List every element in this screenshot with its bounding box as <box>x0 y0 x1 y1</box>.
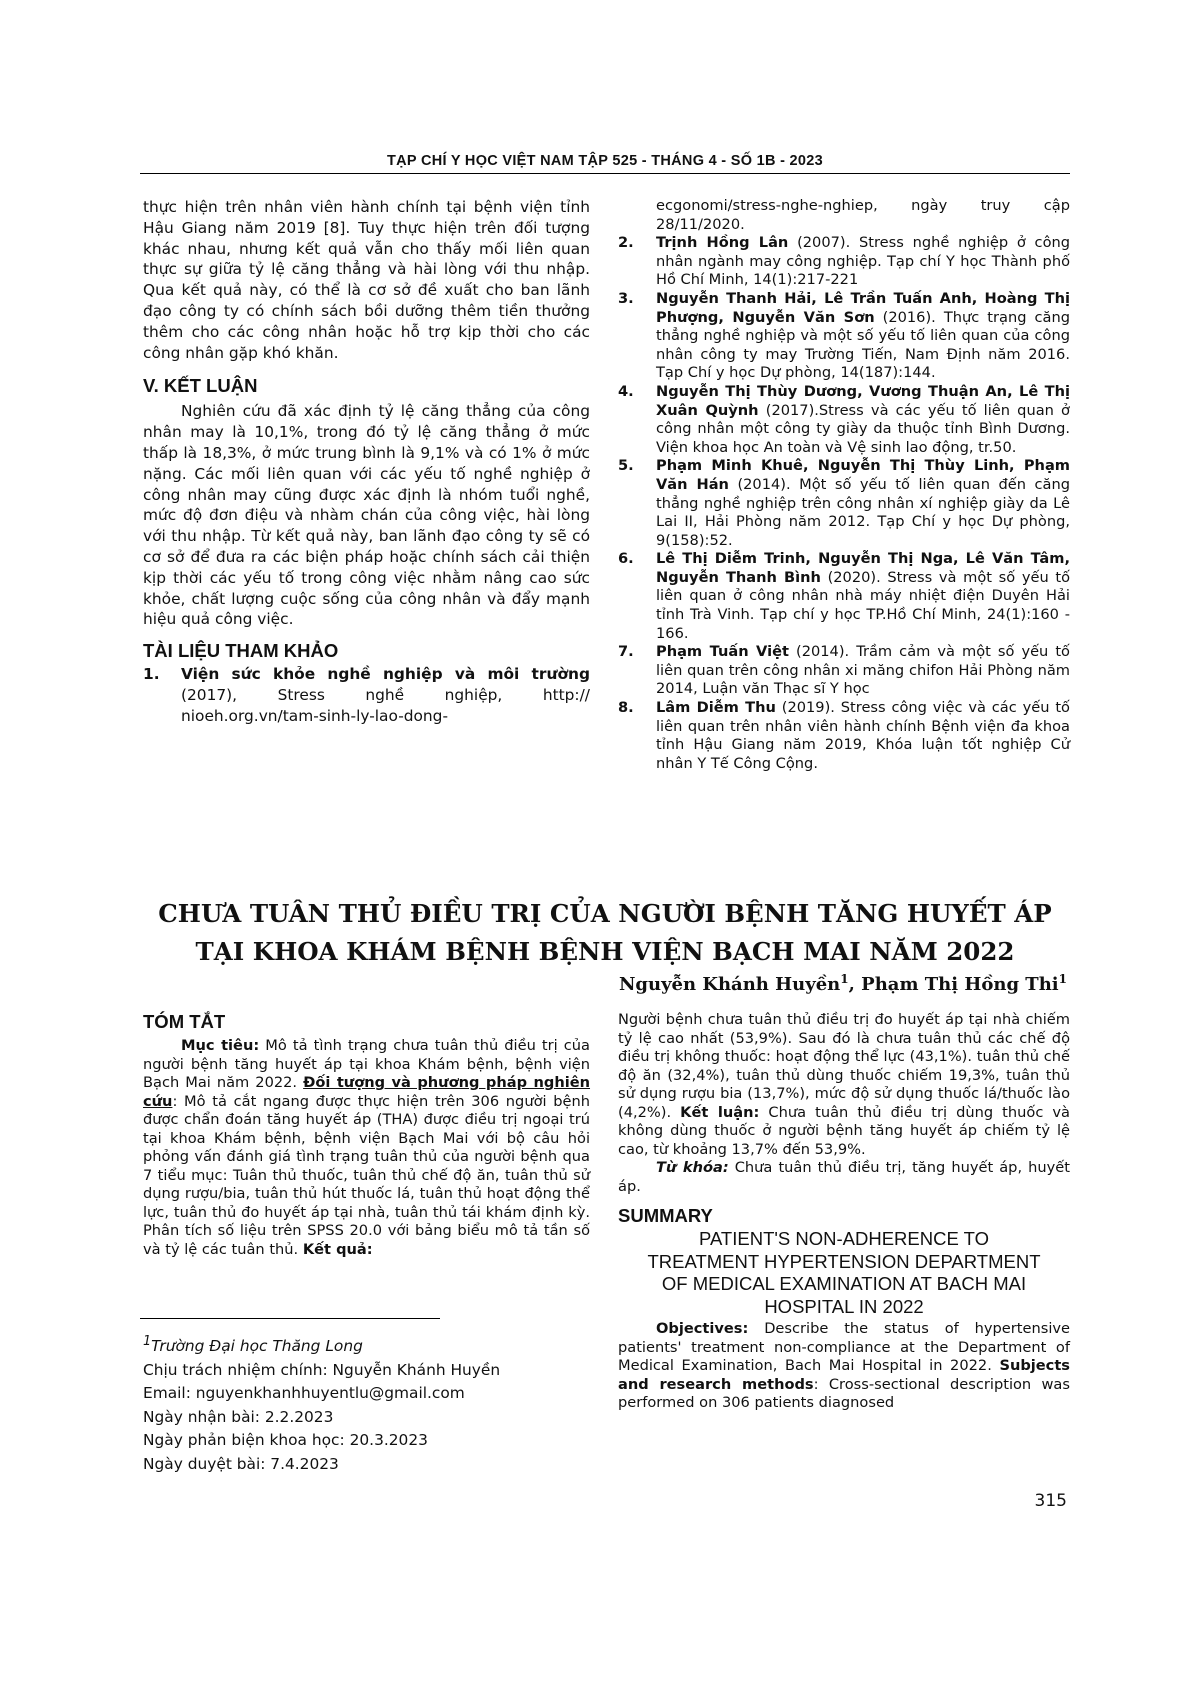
methods-text: : Mô tả cắt ngang được thực hiện trên 306 người bệnh được chẩn đoán tăng huyết áp (THA) được điều trị ngoại trú tại khoa Khám bệnh, bệnh viện Bạch Mai với bộ câu hỏi phỏng vấn đánh giá tình trạng tuân thủ của người bệnh qua 7 tiểu mục: Tuân thủ thuốc, tuân thủ chế độ ăn, tuân thủ sử dụng rượu/bia, tuân thủ hút thuốc lá, tuân thủ hoạt động thể lực, tuân thủ đo huyết áp tại nhà, tuân thủ tái khám định kỳ. Phân tích số liệu trên SPSS 20.0 với bảng biểu mô tả tần số và tỷ lệ các tuân thủ. <box>143 1092 590 1258</box>
left-top-column <box>143 197 590 727</box>
summary-title <box>618 1228 1070 1318</box>
reference-continuation: ecgonomi/stress-nghe-nghiep, ngày truy cập 28/11/2020. <box>656 197 1070 233</box>
results-paragraph <box>618 1011 1070 1159</box>
summary-paragraph <box>618 1320 1070 1413</box>
conclusion-text: Chưa tuân thủ điều trị dùng thuốc và không dùng thuốc ở người bệnh tăng huyết áp chiếm tỷ lệ cao, từ khoảng 13,7% đến 53,9%. <box>618 1103 1070 1158</box>
reference-item <box>618 290 1070 383</box>
reference-author: Nguyễn Thị Thùy Dương, Vương Thuận An, Lê Thị Xuân Quỳnh <box>656 382 1070 419</box>
right-top-column <box>618 197 1070 773</box>
reference-number: 4. <box>618 382 634 400</box>
reference-text: (2020). Stress và một số yếu tố liên quan ở công nhân nhà máy nhiệt điện Duyên Hải tỉnh Trà Vinh. Tạp chí y học TP.Hồ Chí Minh, 24(1):160 - 166. <box>656 568 1071 642</box>
reference-number: 7. <box>618 643 634 661</box>
corresponding-author: Chịu trách nhiệm chính: Nguyễn Khánh Huyền <box>143 1360 501 1379</box>
author-name: Phạm Thị Hồng Thi <box>861 974 1059 995</box>
abstract-heading: TÓM TẮT <box>143 1011 226 1032</box>
keywords-text: Chưa tuân thủ điều trị, tăng huyết áp, huyết áp. <box>618 1159 1070 1195</box>
title-line: TẠI KHOA KHÁM BỆNH BỆNH VIỆN BẠCH MAI NĂM 2022 <box>195 937 1015 966</box>
reference-number: 6. <box>618 550 634 568</box>
reference-item <box>618 234 1070 290</box>
summary-title-line: TREATMENT HYPERTENSION DEPARTMENT <box>647 1250 1041 1272</box>
reference-number: 3. <box>618 289 634 307</box>
objectives-text: Describe the status of hypertensive patients' treatment non-compliance at the Department of Medical Examination, Bach Mai Hospital in 2022. <box>618 1320 1070 1374</box>
reference-list-left <box>143 664 590 726</box>
discussion-paragraph: thực hiện trên nhân viên hành chính tại bệnh viện tỉnh Hậu Giang năm 2019 [8]. Tuy thực hiện trên đối tượng khác nhau, nhưng kết quả vẫn cho thấy mối liên quan thực sự giữa tỷ lệ căng thẳng và hài lòng với thu nhập. Qua kết quả này, có thể là cơ sở đề xuất cho ban lãnh đạo công ty có chính sách bồi dưỡng thêm tiền thưởng thêm cho các công nhân hoặc hỗ trợ kịp thời cho các công nhân gặp khó khăn. <box>143 198 590 362</box>
subjects-label: Subjects and research methods <box>618 1357 1070 1393</box>
summary-title-line: HOSPITAL IN 2022 <box>764 1295 924 1317</box>
email-line: Email: nguyenkhanhhuyentlu@gmail.com <box>143 1384 465 1403</box>
keywords-label: Từ khóa: <box>656 1159 729 1176</box>
conclusion-heading: V. KẾT LUẬN <box>143 375 258 397</box>
reference-text: (2007). Stress nghề nghiệp ở công nhân ngành may công nghiệp. Tạp chí Y học Thành phố Hồ Chí Minh, 14(1):217-221 <box>656 234 1071 289</box>
reference-author: Lâm Diễm Thu <box>656 699 776 717</box>
affiliation-mark: 1 <box>1058 972 1067 986</box>
reference-author: Nguyễn Thanh Hải, Lê Trần Tuấn Anh, Hoàng Thị Phượng, Nguyễn Văn Sơn <box>656 289 1070 326</box>
abstract-right-column <box>618 1011 1070 1413</box>
methods-label: Đối tượng và phương pháp nghiên cứu <box>143 1074 591 1110</box>
footnote-rule <box>140 1318 440 1319</box>
affiliation-mark: 1 <box>840 972 849 986</box>
author-name: Nguyễn Khánh Huyền <box>618 974 841 995</box>
article-title <box>140 895 1070 971</box>
reference-text: (2019). Stress công việc và các yếu tố liên quan trên nhân viên hành chính Bệnh viện đa khoa tỉnh Hậu Giang năm 2019, Khóa luận tốt nghiệp Cử nhân Y Tế Công Cộng. <box>656 699 1070 772</box>
objective-label: Mục tiêu: <box>181 1037 260 1054</box>
conclusion-paragraph: Nghiên cứu đã xác định tỷ lệ căng thẳng của công nhân may là 10,1%, trong đó tỷ lệ căng thẳng ở mức thấp là 18,3%, ở mức trung bình là 9,1% và có 1% ở mức nặng. Các mối liên quan với các yếu tố nghề nghiệp ở công nhân may cũng được xác định là nhóm tuổi nghề, mức độ đơn điệu và nhàm chán của công việc, hài lòng với thu nhập. Từ kết quả này, ban lãnh đạo công ty sẽ có cơ sở để đưa ra các biện pháp hoặc chính sách cải thiện kịp thời các yếu tố trong công việc nhằm nâng cao sức khỏe, chất lượng cuộc sống của công nhân và đẩy mạnh hiệu quả công việc. <box>143 402 590 629</box>
footnote <box>143 1330 500 1476</box>
summary-heading: SUMMARY <box>618 1205 713 1226</box>
reference-item <box>618 383 1070 457</box>
reference-text: (2017), Stress nghề nghiệp, http:// nioeh.org.vn/tam-sinh-ly-lao-dong- <box>181 685 590 725</box>
reference-author: Lê Thị Diễm Trinh, Nguyễn Thị Nga, Lê Văn Tâm, Nguyễn Thanh Bình <box>656 550 1070 586</box>
reference-number: 2. <box>618 234 634 252</box>
objectives-label: Objectives: <box>656 1320 749 1337</box>
references-heading: TÀI LIỆU THAM KHẢO <box>143 640 339 662</box>
reference-author: Phạm Tuấn Việt <box>656 643 789 661</box>
received-date: Ngày nhận bài: 2.2.2023 <box>143 1407 334 1426</box>
header-rule <box>140 173 1070 174</box>
summary-title-line: PATIENT'S NON-ADHERENCE TO <box>699 1228 989 1249</box>
reference-text: (2016). Thực trạng căng thẳng nghề nghiệp và một số yếu tố liên quan của công nhân công ty may Trường Tiến, Nam Định năm 2016. Tạp Chí y học Dự phòng, 14(187):144. <box>656 308 1070 382</box>
summary-title-line: OF MEDICAL EXAMINATION AT BACH MAI <box>661 1273 1027 1294</box>
author-line <box>619 972 1067 995</box>
reference-item <box>618 699 1070 773</box>
results-text: Người bệnh chưa tuân thủ điều trị đo huyết áp tại nhà chiếm tỷ lệ cao nhất (53,9%). Sau đó là chưa tuân thủ các chế độ điều trị không thuốc: hoạt động thể lực (43,1%). tuân thủ chế độ ăn (32,4%), tuân thủ dùng thuốc chiếm 19,3%, tuân thủ sử dụng rượu bia (13,7%), mức độ sử dụng thuốc lá/thuốc lào (4,2%). <box>618 1011 1070 1121</box>
reference-author: Phạm Minh Khuê, Nguyễn Thị Thùy Linh, Phạm Văn Hán <box>656 457 1070 493</box>
reference-author: Viện sức khỏe nghề nghiệp và môi trường <box>181 665 590 684</box>
reference-text: (2017).Stress và các yếu tố liên quan ở công nhân một công ty giày da thuộc tỉnh Bình Dương. Viện khoa học An toàn và Vệ sinh lao động, tr.50. <box>656 401 1070 456</box>
reference-item <box>618 643 1070 699</box>
conclusion-label: Kết luận: <box>680 1103 760 1121</box>
affiliation-mark: 1 <box>143 1334 152 1349</box>
reference-text: (2014). Một số yếu tố liên quan đến căng thẳng nghề nghiệp trên công nhân xí nghiệp giày da Lê Lai II, Hải Phòng năm 2012. Tạp Chí y học Dự phòng, 9(158):52. <box>656 475 1070 549</box>
approval-date: Ngày duyệt bài: 7.4.2023 <box>143 1454 339 1473</box>
reference-item <box>143 664 590 726</box>
reference-list-right <box>618 234 1070 773</box>
reference-item <box>618 550 1070 643</box>
reference-author: Trịnh Hồng Lân <box>656 234 789 252</box>
affiliation-footnote <box>143 1330 500 1359</box>
title-line: CHƯA TUÂN THỦ ĐIỀU TRỊ CỦA NGƯỜI BỆNH TĂNG HUYẾT ÁP <box>158 899 1052 928</box>
reference-number: 5. <box>618 457 634 475</box>
abstract-paragraph <box>143 1037 590 1259</box>
keywords-paragraph <box>618 1159 1070 1196</box>
results-label: Kết quả: <box>302 1240 373 1258</box>
author-separator: , <box>848 974 862 995</box>
reference-text: (2014). Trầm cảm và một số yếu tố liên quan trên công nhân xi măng chifon Hải Phòng năm 2014, Luận văn Thạc sĩ Y học <box>656 643 1070 698</box>
running-header: TẠP CHÍ Y HỌC VIỆT NAM TẬP 525 - THÁNG 4 - SỐ 1B - 2023 <box>386 153 824 169</box>
reference-number: 1. <box>143 665 160 684</box>
affiliation-name: Trường Đại học Thăng Long <box>151 1337 363 1356</box>
reference-item <box>618 457 1070 550</box>
reference-number: 8. <box>618 699 634 717</box>
subjects-text: : Cross-sectional description was performed on 306 patients diagnosed <box>618 1375 1070 1411</box>
abstract-vi-column <box>143 1009 590 1259</box>
page-number: 315 <box>1034 1491 1067 1511</box>
review-date: Ngày phản biện khoa học: 20.3.2023 <box>143 1431 428 1450</box>
objective-text: Mô tả tình trạng chưa tuân thủ điều trị của người bệnh tăng huyết áp tại khoa Khám bệnh, bệnh viện Bạch Mai năm 2022. <box>143 1037 590 1091</box>
